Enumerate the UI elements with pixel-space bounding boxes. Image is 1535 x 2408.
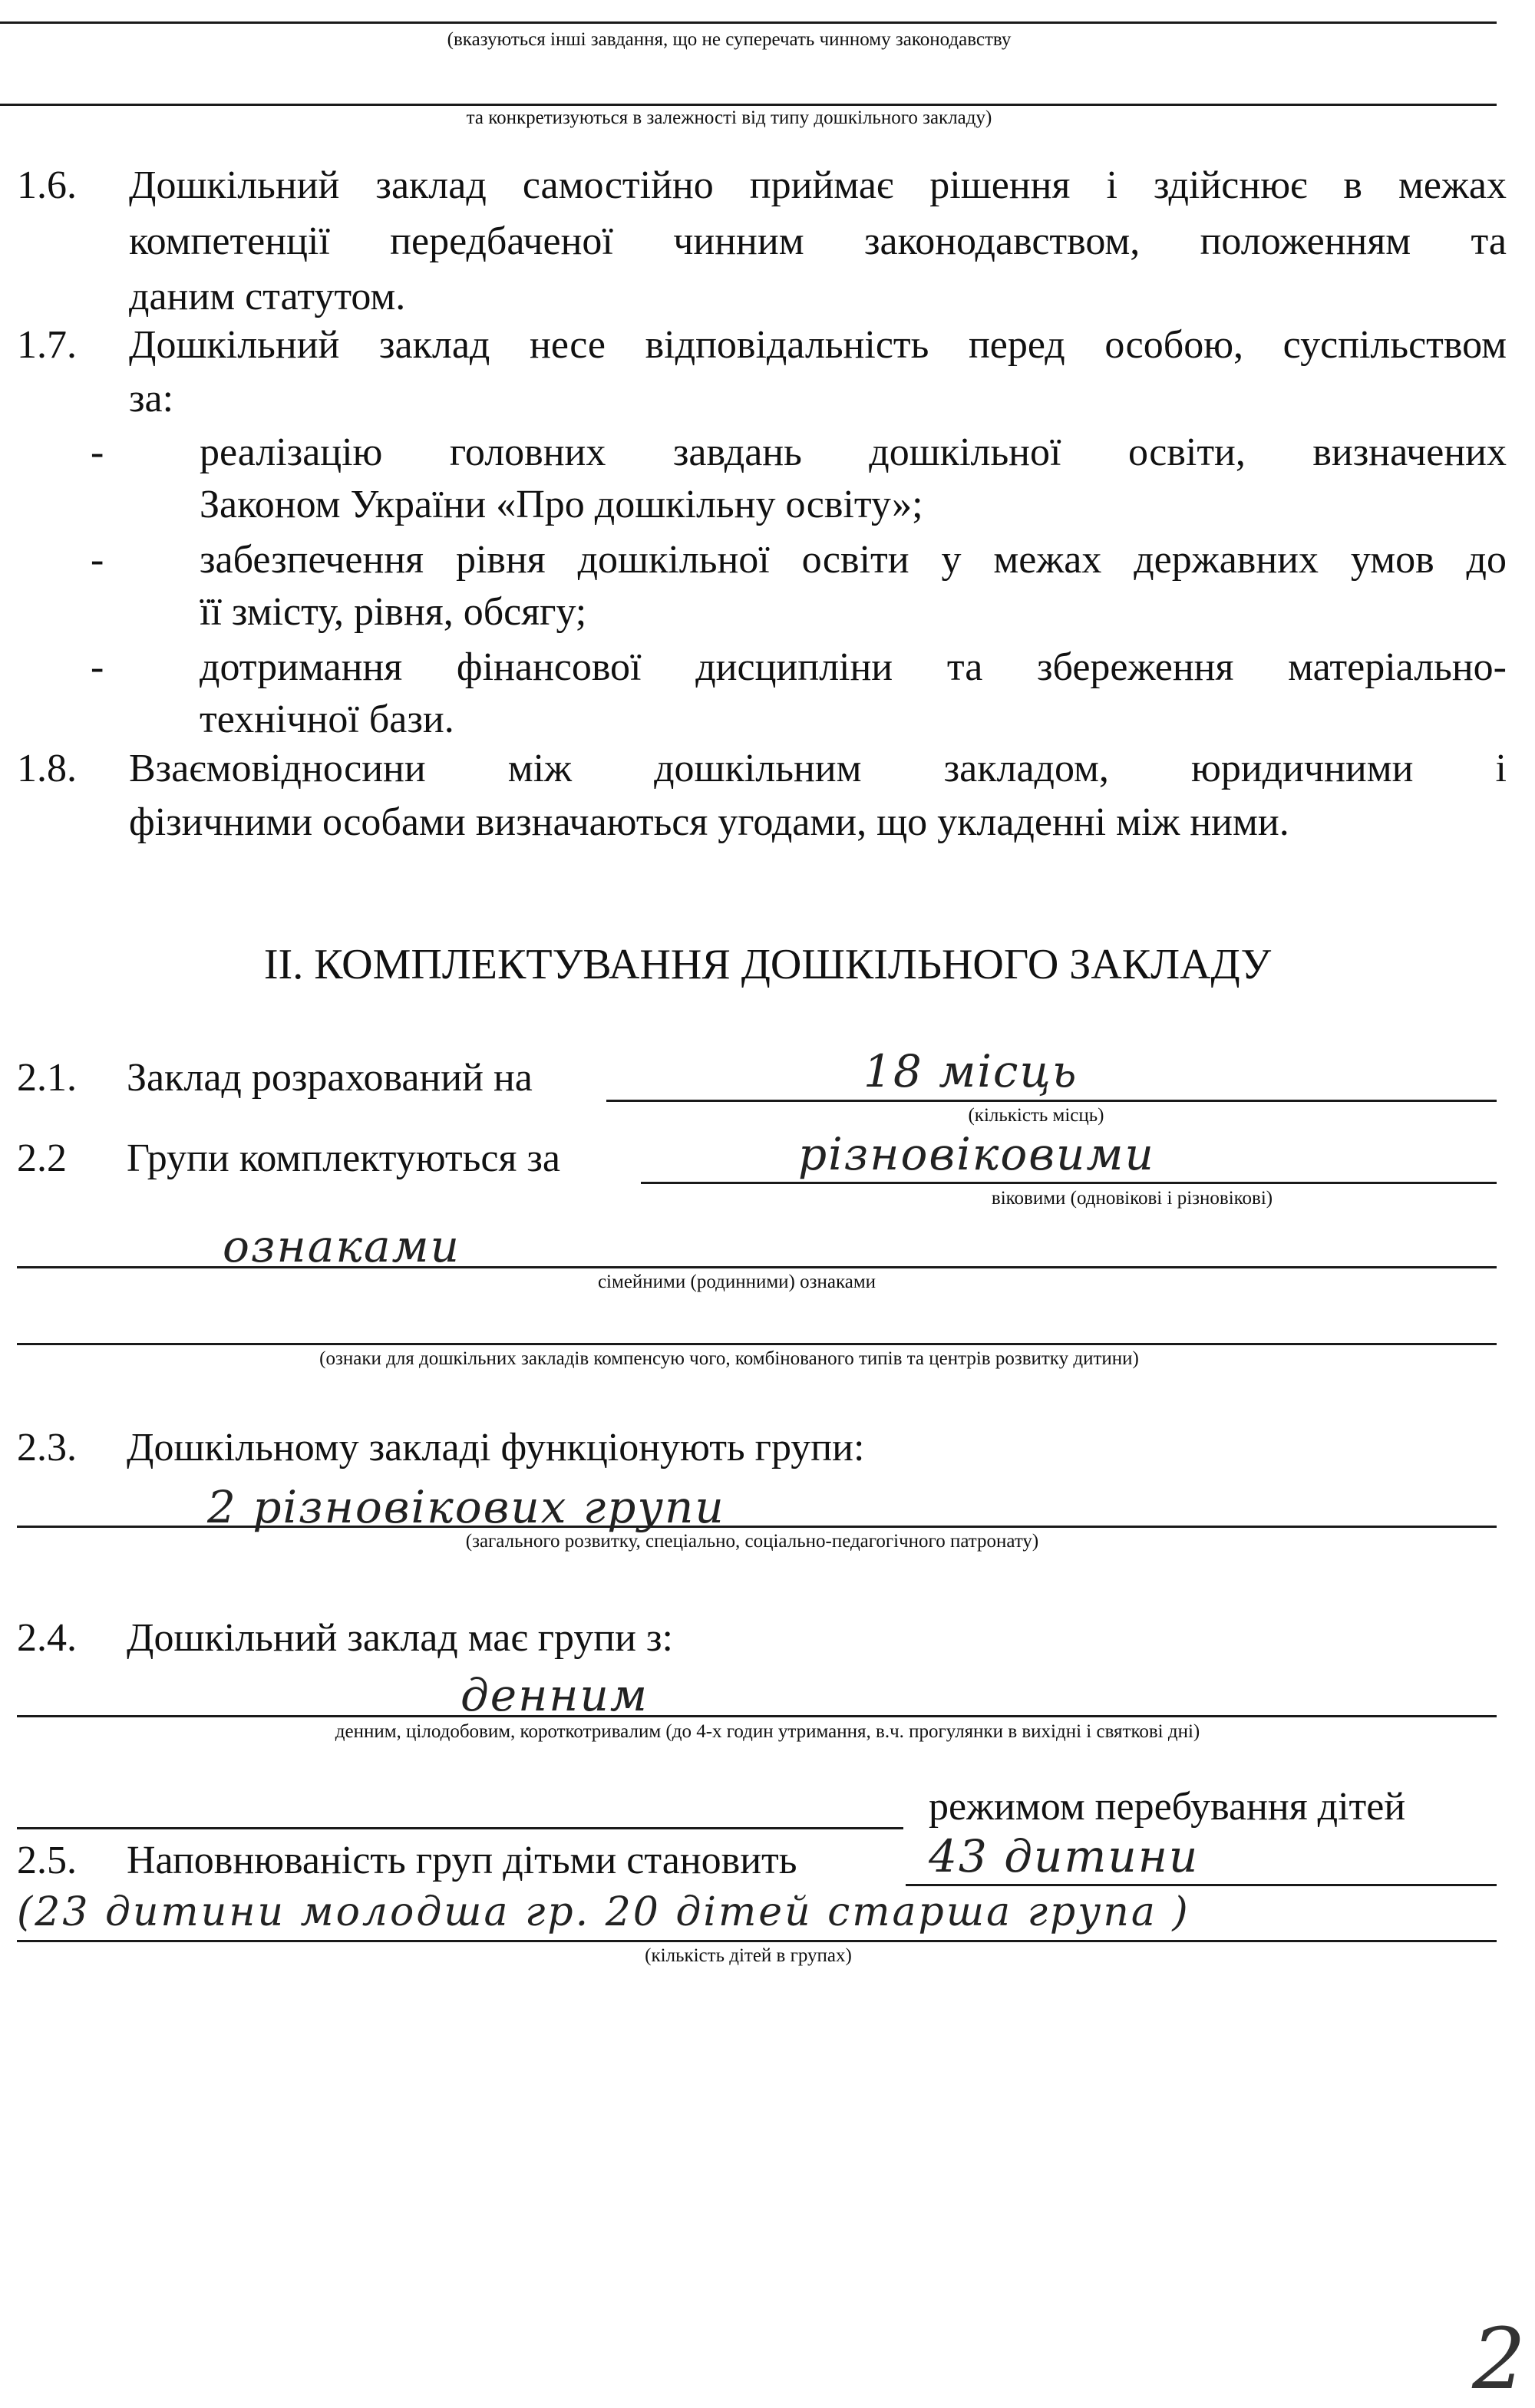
p17-line-2: за: [129, 377, 174, 421]
paragraph-number-1-8: 1.8. [17, 747, 77, 790]
p23-handwritten: 2 різновікових групи [207, 1481, 725, 1533]
p22-label: Групи комплектуються за [127, 1136, 560, 1180]
list-dash-2: - [91, 538, 104, 582]
paragraph-number-2-2: 2.2 [17, 1136, 67, 1180]
p16-line-3: даним статутом. [129, 275, 406, 318]
p22-caption: віковими (одновікові і різновікові) [991, 1188, 1273, 1209]
header-note-2: та конкретизуються в залежності від типу дошкільного закладу) [466, 107, 992, 128]
paragraph-number-2-3: 2.3. [17, 1426, 77, 1470]
item1-line-1: реалізацію головних завдань дошкільної освіти, визначених [200, 430, 1507, 474]
p23-label: Дошкільному закладі функціонують групи: [127, 1426, 865, 1470]
item1-line-2: Законом України «Про дошкільну освіту»; [200, 483, 923, 526]
item2-line-2: її змісту, рівня, обсягу; [200, 590, 587, 634]
p24-suffix: режимом перебування дітей [929, 1785, 1406, 1829]
p22-fill-line [641, 1182, 1497, 1184]
item2-line-1: забезпечення рівня дошкільної освіти у межах державних умов до [200, 538, 1507, 582]
p21-label: Заклад розрахований на [127, 1056, 533, 1100]
p22-caption-2: сімейними (родинними) ознаками [597, 1272, 876, 1292]
p21-handwritten: 18 місць [863, 1045, 1078, 1097]
p24-label: Дошкільний заклад має групи з: [127, 1616, 673, 1660]
section-2-title: ІІ. КОМПЛЕКТУВАННЯ ДОШКІЛЬНОГО ЗАКЛАДУ [263, 941, 1272, 988]
p24-caption: денним, цілодобовим, короткотривалим (до 4-х годин утримання, в.ч. прогулянки в вихідні і святкові дні) [335, 1721, 1200, 1742]
header-note-1: (вказуються інші завдання, що не суперечать чинному законодавству [447, 29, 1012, 50]
p24-handwritten: денним [460, 1669, 649, 1721]
paragraph-number-2-1: 2.1. [17, 1056, 77, 1100]
p22-caption-3: (ознаки для дошкільних закладів компенсую чого, комбінованого типів та центрів розвитку дитини) [319, 1348, 1139, 1369]
p22-handwritten: різновіковими [798, 1128, 1155, 1180]
p24-fill-line [17, 1715, 1497, 1717]
item3-line-1: дотримання фінансової дисципліни та збереження матеріально- [200, 645, 1507, 689]
p25-label: Наповнюваність груп дітьми становить [127, 1839, 797, 1882]
paragraph-number-2-5: 2.5. [17, 1839, 77, 1882]
p16-line-2: компетенції передбаченої чинним законодавством, положенням та [129, 219, 1507, 263]
list-dash-1: - [91, 430, 104, 474]
p22-handwritten-2: ознаками [223, 1220, 460, 1272]
p17-line-1: Дошкільний заклад несе відповідальність перед особою, суспільством [129, 323, 1507, 367]
top-rule-2 [0, 104, 1497, 106]
paragraph-number-1-7: 1.7. [17, 323, 77, 367]
paragraph-number-1-6: 1.6. [17, 163, 77, 207]
p24-fill-line-2 [17, 1827, 903, 1829]
p25-handwritten: 43 дитини [929, 1830, 1200, 1882]
top-rule-1 [0, 21, 1497, 24]
list-dash-3: - [91, 645, 104, 689]
p16-line-1: Дошкільний заклад самостійно приймає рішення і здійснює в межах [129, 163, 1507, 207]
p25-handwritten-2: (23 дитини молодша гр. 20 дітей старша група ) [17, 1889, 1190, 1935]
p25-fill-line [906, 1884, 1497, 1886]
p25-caption: (кількість дітей в групах) [645, 1945, 852, 1966]
p21-caption: (кількість місць) [968, 1105, 1104, 1126]
p18-line-1: Взаємовідносини між дошкільним закладом, юридичними і [129, 747, 1507, 790]
p23-caption: (загального розвитку, спеціально, соціально-педагогічного патронату) [465, 1531, 1039, 1552]
p21-fill-line [606, 1100, 1497, 1102]
item3-line-2: технічної бази. [200, 698, 454, 741]
paragraph-number-2-4: 2.4. [17, 1616, 77, 1660]
p25-fill-line-2 [17, 1940, 1497, 1942]
p18-line-2: фізичними особами визначаються угодами, що укладенні між ними. [129, 800, 1289, 844]
page-number: 2 [1472, 2310, 1526, 2408]
p22-fill-line-3 [17, 1343, 1497, 1345]
